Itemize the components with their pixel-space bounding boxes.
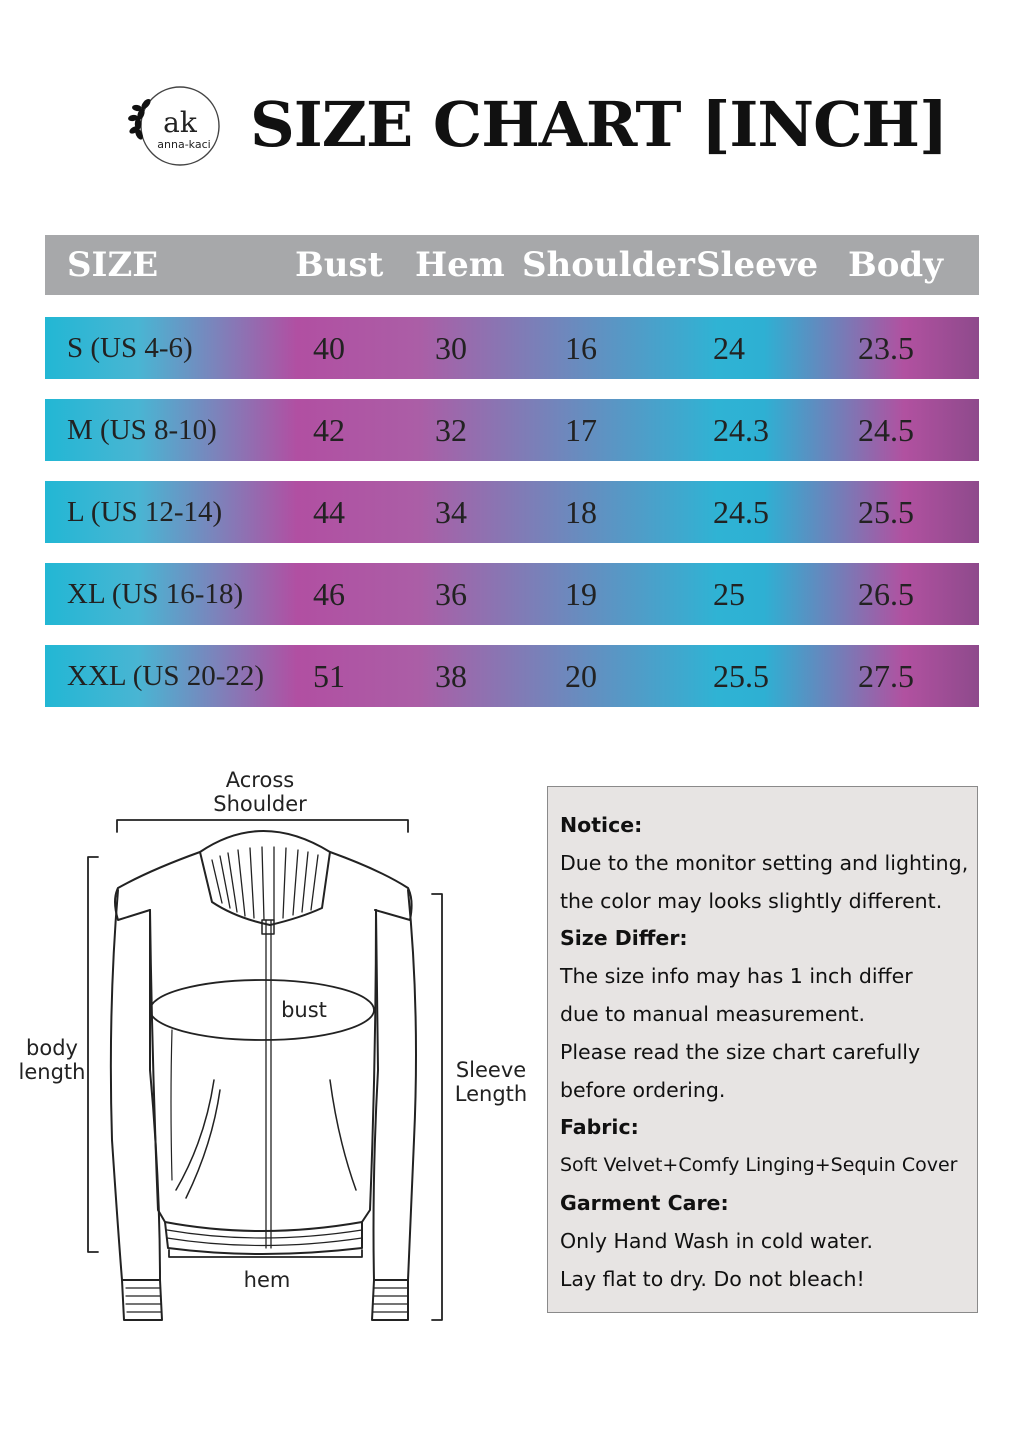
cell-body: 25.5 — [858, 493, 914, 530]
notice-heading: Notice: — [560, 813, 643, 837]
label-body-length-line1: body — [26, 1036, 78, 1060]
cell-shoulder: 20 — [565, 657, 597, 694]
cell-body: 24.5 — [858, 411, 914, 448]
cell-size: XL (US 16-18) — [67, 577, 244, 610]
size-differ-heading: Size Differ: — [560, 926, 688, 951]
header-bust: Bust — [295, 245, 384, 285]
fabric-heading: Fabric: — [560, 1115, 639, 1140]
header-shoulder: Shoulder — [522, 245, 695, 285]
table-row — [45, 399, 979, 461]
notice-line: Due to the monitor setting and lighting, — [560, 850, 969, 875]
table-row — [45, 563, 979, 625]
cell-hem: 32 — [435, 411, 467, 448]
garment-care-line: Lay flat to dry. Do not bleach! — [560, 1266, 865, 1291]
cell-sleeve: 24 — [713, 329, 745, 366]
header-size: SIZE — [67, 245, 159, 285]
header-sleeve: Sleeve — [696, 245, 819, 285]
label-bust: bust — [281, 998, 327, 1022]
cell-bust: 40 — [313, 329, 345, 366]
header-hem: Hem — [415, 245, 505, 285]
cell-bust: 46 — [313, 575, 345, 612]
cell-sleeve: 25 — [713, 575, 745, 612]
cell-bust: 42 — [313, 411, 345, 448]
cell-sleeve: 25.5 — [713, 657, 769, 694]
label-sleeve-length-line2: Length — [454, 1082, 528, 1106]
fabric-line: Soft Velvet+Comfy Linging+Sequin Cover — [560, 1154, 958, 1177]
cell-size: L (US 12-14) — [67, 495, 223, 528]
notice-box — [547, 786, 978, 1313]
label-sleeve-length — [450, 1058, 532, 1106]
cell-size: S (US 4-6) — [67, 331, 193, 364]
table-row — [45, 317, 979, 379]
label-across-shoulder-line2: Shoulder — [213, 792, 307, 816]
header-body: Body — [848, 245, 943, 285]
header — [0, 80, 1024, 190]
cell-bust: 51 — [313, 657, 345, 694]
garment-care-heading: Garment Care: — [560, 1190, 729, 1215]
label-across-shoulder-line1: Across — [225, 768, 295, 792]
label-across-shoulder — [205, 768, 315, 816]
measurement-diagram — [0, 760, 540, 1340]
cell-hem: 30 — [435, 329, 467, 366]
size-differ-line: Please read the size chart carefully — [560, 1039, 921, 1064]
cell-size: M (US 8-10) — [67, 413, 217, 446]
page-title: SIZE CHART [INCH] — [250, 88, 948, 161]
label-sleeve-length-line1: Sleeve — [455, 1058, 527, 1082]
size-differ-line: before ordering. — [560, 1077, 726, 1102]
cell-shoulder: 17 — [565, 411, 597, 448]
cell-sleeve: 24.3 — [713, 411, 769, 448]
cell-body: 26.5 — [858, 575, 914, 612]
cell-shoulder: 16 — [565, 329, 597, 366]
cell-body: 23.5 — [858, 329, 914, 366]
size-differ-line: The size info may has 1 inch differ — [560, 964, 913, 989]
garment-care-line: Only Hand Wash in cold water. — [560, 1228, 873, 1253]
cell-body: 27.5 — [858, 657, 914, 694]
table-header — [45, 235, 979, 295]
cell-shoulder: 18 — [565, 493, 597, 530]
brand-name: anna-kaci — [157, 138, 211, 151]
cell-bust: 44 — [313, 493, 345, 530]
size-table — [45, 235, 979, 694]
label-hem: hem — [243, 1268, 291, 1292]
brand-monogram: ak — [163, 106, 197, 139]
cell-shoulder: 19 — [565, 575, 597, 612]
table-row — [45, 645, 979, 707]
size-differ-line: due to manual measurement. — [560, 1001, 866, 1026]
brand-logo — [124, 84, 234, 168]
cell-hem: 36 — [435, 575, 467, 612]
table-row — [45, 481, 979, 543]
cell-hem: 34 — [435, 493, 467, 530]
label-body-length-line2: length — [18, 1060, 86, 1084]
label-body-length — [14, 1036, 90, 1084]
cell-hem: 38 — [435, 657, 467, 694]
cell-sleeve: 24.5 — [713, 493, 769, 530]
notice-line: the color may looks slightly different. — [560, 888, 943, 913]
cell-size: XXL (US 20-22) — [67, 659, 265, 692]
